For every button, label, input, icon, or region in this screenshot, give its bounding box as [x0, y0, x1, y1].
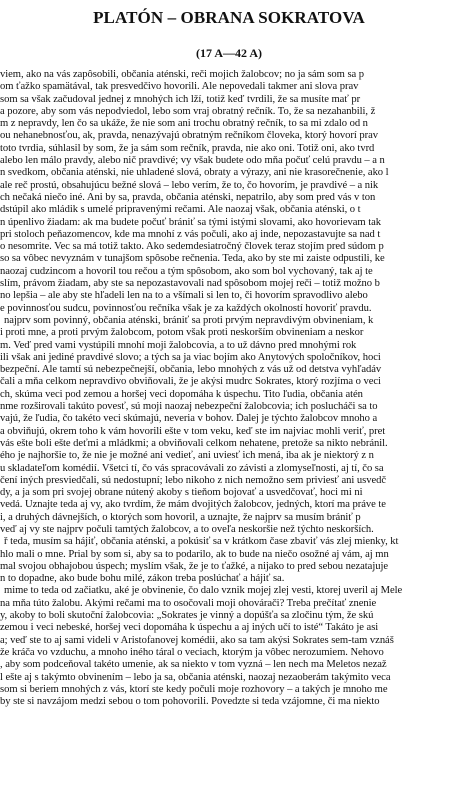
- text-line: najprv som povinný, občania aténski, brániť sa proti prvým nepravdivým obvineniam, k: [4, 314, 374, 326]
- text-line: ch, skúma veci pod zemou a horšej veci dopomáha k úspechu. Tito ľudia, občania atén: [0, 388, 363, 400]
- text-line: ř teda, musím sa hájiť, občania aténski, a pokúsiť sa v krátkom čase zbaviť vás zlej mienky, kt: [4, 536, 399, 548]
- text-line: vajú, že ľudia, čo takéto veci skúmajú, neveria v bohov. Ďalej je týchto žalobcov mnoho a: [0, 413, 378, 425]
- text-line: naozaj cudzincom a hovoril tou rečou a tým spôsobom, ako som bol vychovaný, tak aj te: [0, 265, 373, 277]
- text-line: slím, právom žiadam, aby ste sa nepozastavovali nad spôsobom mojej reči – totiž možno b: [0, 278, 380, 290]
- text-line: n to dopadne, ako bude bohu milé, zákon treba poslúchať a hájiť sa.: [0, 573, 285, 585]
- text-line: som sa však začudoval jednej z mnohých ich lží, totiž keď tvrdili, že sa musíte mať pr: [0, 93, 361, 105]
- text-line: veď aj vy ste najprv počuli tamtých žalobcov, a to oveľa neskoršie než týchto neskorších.: [0, 523, 374, 535]
- text-line: y, akoby to boli skutoční žalobcovia: „Sokrates je vinný a dopúšťa sa zločinu tým, že skú: [0, 610, 374, 622]
- text-line: dstúpil ako mládik s umelé pripravenými rečami. Ale naozaj však, občania aténski, o t: [0, 204, 361, 216]
- text-line: a pozore, aby som vás nepodviedol, lebo som vraj obratný rečník. To, že sa nezahanbili, ž: [0, 105, 376, 117]
- text-line: , aby som podceňoval takéto umenie, ak sa niekto v tom vyzná – len nech ma Meletos nezaž: [0, 659, 387, 671]
- document-title: PLATÓN – OBRANA SOKRATOVA: [93, 8, 365, 27]
- text-line: mime to teda od začiatku, aké je obvinenie, čo dalo vznik mojej zlej vesti, ktorej uveril aj Mele: [4, 585, 403, 597]
- text-line: m. Veď pred vami vystúpili mnohí moji žalobcovia, a to už dávno pred mnohými rok: [0, 339, 357, 351]
- text-line: e povinnosťou sudcu, povinnosťou rečníka však je za každých okolností hovoriť pravdu.: [0, 302, 372, 314]
- text-line: že kráča vo vzduchu, a mnoho iného táral o veciach, ktorým ja vôbec nerozumiem. Nehovo: [0, 646, 384, 658]
- text-line: som si beriem mnohých z vás, ktorí ste kedy počuli moje rozhovory – a takých je mnoho me: [0, 683, 388, 695]
- text-line: mal svojou obhajobou úspech; myslím však, že je to ťažké, a nijako to pred sebou nezatajuje: [0, 560, 389, 572]
- text-line: čení iných presviedčali, sú nedostupní; lebo nikoho z nich nemožno sem priviesť ani usvedč: [0, 474, 387, 486]
- text-line: bezpeční. Ale tamtí sú nebezpečnejší, občania, lebo mnohých z vás už od detstva vyhľadáv: [0, 364, 382, 376]
- text-line: no lepšia – ale aby ste hľadeli len na to a všímali si len to, či hovorím spravodlivo alebo: [0, 290, 368, 302]
- text-line: o nesomrite. Vec sa má totiž takto. Ako sedemdesiatročný človek teraz stojím pred súdom p: [0, 241, 384, 253]
- text-line: l ešte aj s takýmto obvinením – lebo ja sa, občania aténski, naozaj nezaoberám takýmito veca: [0, 671, 391, 683]
- text-line: n úpenlivo žiadam: ak ma budete počuť brániť sa tými istými slovami, ako hovorievam tak: [0, 216, 381, 228]
- text-line: nme rozširovali takúto povesť, sú moji naozaj nebezpeční žalobcovia; ich poslucháči sa to: [0, 401, 378, 413]
- text-line: vedá. Uznajte teda aj vy, ako tvrdím, že mám dvojitých žalobcov, jedných, ktorí ma práve te: [0, 499, 386, 511]
- text-line: om ťažko spamätával, tak presvedčivo hovorili. Ale nepovedali takmer ani slova prav: [0, 81, 359, 93]
- text-line: i proti mne, a proti prvým žalobcom, potom však proti neskorším obvineniam a neskor: [0, 327, 364, 339]
- text-line: ou nehanebnosťou, ak, pravda, nenazývajú obratným rečníkom človeka, ktorý hovorí prav: [0, 130, 379, 142]
- text-line: n svedkom, občania aténski, nie uhladené slová, obraty a výrazy, ani nie krasorečnenie, ako l: [0, 167, 389, 179]
- text-line: ale reč prostú, obsahujúcu bežné slová – lebo verím, že to, čo hovorím, je pravdivé – a nik: [0, 179, 379, 191]
- text-line: u skladateľom komédií. Všetci tí, čo vás spracovávali zo závisti a zlomyseľnosti, aj tí, čo sa: [0, 462, 384, 474]
- text-line: ého je najhoršie to, že nie je možné ani vedieť, ani uviesť ich mená, iba ak je niektorý z n: [0, 450, 374, 462]
- text-line: čali a mňa celkom nepravdivo obviňovali, že je akýsi mudrc Sokrates, ktorý rozjíma o veci: [0, 376, 381, 388]
- text-line: so sa vôbec nevyznám v tunajšom spôsobe rečnenia. Teda, ako by ste mi zaiste odpustili, ke: [0, 253, 385, 265]
- text-line: na mňa túto žalobu. Akými rečami ma to osočovali moji ohovárači? Treba prečítať znenie: [0, 597, 377, 609]
- text-line: i, a druhých dávnejších, o ktorých som hovoril, a uznajte, že najprv sa musím brániť p: [0, 511, 361, 523]
- text-line: hlo mali o mne. Prial by som si, aby sa to podarilo, ak to bude na niečo osožné aj vám, aj mn: [0, 548, 389, 560]
- text-line: dy, a ja som pri svojej obrane nútený akoby s tieňom bojovať a usvedčovať, hoci mi ni: [0, 487, 363, 499]
- document-subtitle: (17 A—42 A): [196, 46, 262, 60]
- text-line: ili však ani jediné pravdivé slovo; a tých sa ja viac bojím ako Anytových spoločníkov, hoci: [0, 351, 381, 363]
- text-line: viem, ako na vás zapôsobili, občania aténski, reči mojich žalobcov; no ja sám som sa p: [0, 69, 365, 80]
- text-line: zemou i veci nebeské, horšej veci dopomáha k úspechu a aj iných učí to isté“ Takáto je asi: [0, 622, 379, 634]
- text-line: a obviňujú, okrem toho k vám hovorili ešte v tom veku, keď ste im najviac mohli veriť, pret: [0, 425, 386, 437]
- text-line: a; veď ste to aj sami videli v Aristofanovej komédii, ako sa tam akýsi Sokrates sem-tam vznáš: [0, 634, 394, 646]
- text-line: pri stoloch peňazomencov, kde ma mnohí z vás počuli, ako aj inde, nepozastavujte sa nad t: [0, 228, 381, 240]
- text-line: vás ešte boli ešte deťmi a mládkmi; a obviňovali celkom nehatene, pretože sa nikto nebránil.: [0, 437, 388, 449]
- text-line: m z nepravdy, len čo sa ukáže, že nie som ani trochu obratný rečník, to sa mi zdalo od n: [0, 118, 368, 130]
- text-line: by ste si navzájom medzi sebou o tom pohovorili. Povedzte si teda vzájomne, či ma niekto: [0, 696, 380, 708]
- text-line: alebo len málo pravdy, alebo nič pravdivé; vy však budete odo mňa počuť celú pravdu – a n: [0, 155, 385, 167]
- text-line: toto tvrdia, súhlasil by som, že ja sám som rečník, pravda, nie ako oni. Totiž oni, ako tvrd: [0, 142, 375, 154]
- document-body: [0, 69, 458, 708]
- text-line: ch nečaká niečo iné. Ani by sa, pravda, občania aténski, nepatrilo, aby som pred vás v ton: [0, 191, 376, 203]
